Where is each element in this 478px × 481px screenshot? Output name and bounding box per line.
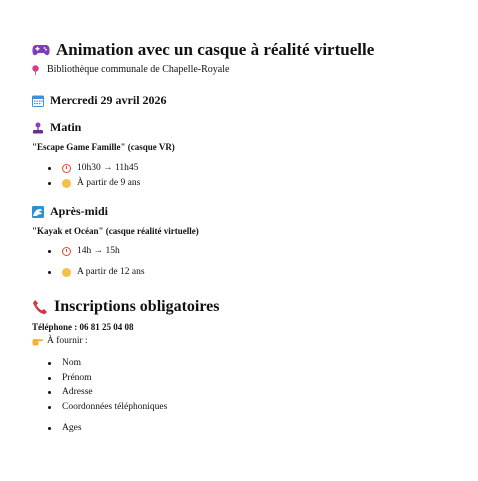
- list-item: [48, 373, 92, 383]
- bullet: [48, 406, 51, 409]
- list-item: [48, 423, 82, 433]
- morning-age: À partir de 9 ans: [77, 178, 141, 188]
- child-face-icon: [62, 268, 71, 277]
- morning-time: 10h30 → 11h45: [77, 163, 139, 173]
- telephone-receiver-icon: [32, 299, 48, 315]
- game-controller-icon: [32, 43, 50, 57]
- wave-icon: [32, 206, 44, 218]
- pointing-hand-icon: [32, 337, 43, 346]
- list-item: [48, 163, 138, 173]
- bullet: [48, 362, 51, 365]
- afternoon-time: 14h → 15h: [77, 246, 120, 256]
- alarm-clock-icon: [62, 164, 71, 173]
- bullet: [48, 167, 51, 170]
- joystick-icon: [32, 122, 44, 134]
- inscriptions-heading-text: Inscriptions obligatoires: [54, 298, 220, 315]
- list-item: [48, 402, 167, 412]
- alarm-clock-icon: [62, 247, 71, 256]
- afternoon-event: "Kayak et Océan" (casque réalité virtuelle): [32, 226, 199, 236]
- bullet: [48, 377, 51, 380]
- list-item: [48, 178, 140, 188]
- bullet: [48, 250, 51, 253]
- bullet: [48, 391, 51, 394]
- provide-item: Ages: [62, 423, 82, 433]
- bullet: [48, 182, 51, 185]
- page-title: [32, 40, 374, 60]
- location-text: Bibliothèque communale de Chapelle-Royale: [47, 64, 230, 75]
- morning-event: "Escape Game Famille" (casque VR): [32, 142, 175, 152]
- bullet: [48, 271, 51, 274]
- provide-label: À fournir :: [47, 336, 88, 346]
- pin-icon: [32, 65, 39, 75]
- provide-item: Coordonnées téléphoniques: [62, 402, 168, 412]
- provide-line: [32, 336, 88, 346]
- morning-heading-text: Matin: [50, 120, 82, 134]
- title-text: Animation avec un casque à réalité virtuelle: [56, 40, 375, 59]
- list-item: [48, 267, 145, 277]
- date-text: Mercredi 29 avril 2026: [50, 93, 167, 107]
- child-face-icon: [62, 179, 71, 188]
- location-line: [32, 64, 229, 75]
- phone-line: Téléphone : 06 81 25 04 08: [32, 322, 134, 332]
- list-item: [48, 246, 120, 256]
- date-line: [32, 93, 167, 108]
- provide-item: Nom: [62, 358, 81, 368]
- list-item: [48, 387, 93, 397]
- bullet: [48, 427, 51, 430]
- provide-item: Prénom: [62, 373, 92, 383]
- afternoon-heading: [32, 204, 108, 219]
- calendar-icon: [32, 95, 44, 107]
- provide-item: Adresse: [62, 387, 93, 397]
- afternoon-heading-text: Après-midi: [50, 204, 108, 218]
- list-item: [48, 358, 81, 368]
- inscriptions-heading: [32, 298, 220, 316]
- morning-heading: [32, 120, 81, 135]
- afternoon-age: A partir de 12 ans: [77, 267, 145, 277]
